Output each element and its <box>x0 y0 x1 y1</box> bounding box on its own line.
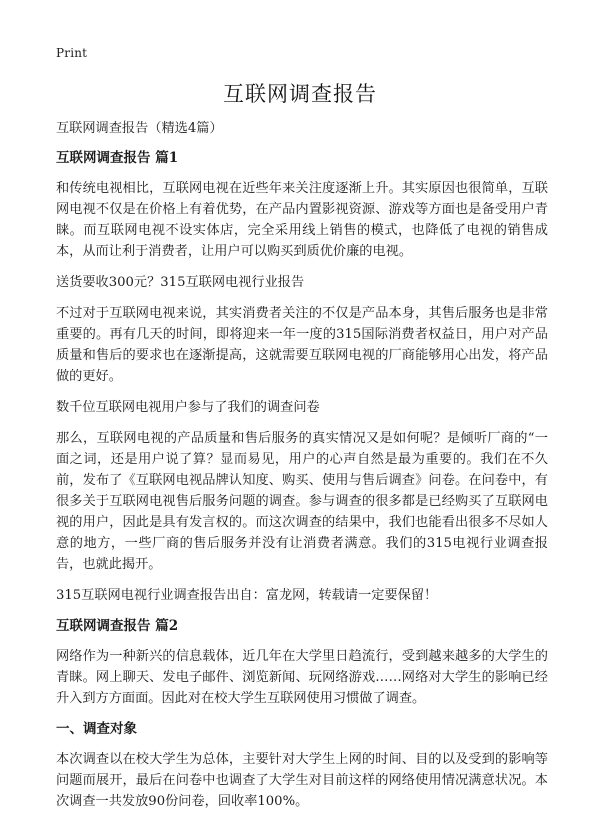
print-link[interactable]: Print <box>56 46 88 60</box>
section-heading-2: 互联网调查报告 篇2 <box>56 618 179 634</box>
paragraph: 不过对于互联网电视来说，其实消费者关注的不仅是产品本身，其售后服务也是非常重要的。再有几天的时间，即将迎来一年一度的315国际消费者权益日，用户对产品质量和售后的要求也在逐渐提高，这就需要互联网电视的厂商能够用心出发，将产品做的更好。 <box>56 306 548 384</box>
paragraph: 本次调查以在校大学生为总体，主要针对大学生上网的时间、目的以及受到的影响等问题而展开，最后在问卷中也调查了大学生对目前这样的网络使用情况满意状况。本次调查一共发放90份问卷，回收率100%。 <box>56 752 548 809</box>
section-heading-3: 一、调查对象 <box>56 721 137 737</box>
paragraph: 315互联网电视行业调查报告出自：富龙网，转载请一定要保留！ <box>56 588 438 603</box>
paragraph: 网络作为一种新兴的信息载体，近几年在大学里日趋流行，受到越来越多的大学生的青睐。网上聊天、发电子邮件、浏览新闻、玩网络游戏……网络对大学生的影响已经升入到方方面面。因此对在校大学生互联网使用习惯做了调查。 <box>56 649 548 706</box>
article-subtitle: 互联网调查报告（精选4篇） <box>56 121 223 136</box>
paragraph: 送货要收300元？315互联网电视行业报告 <box>56 275 305 290</box>
paragraph: 数千位互联网电视用户参与了我们的调查问卷 <box>56 400 320 415</box>
paragraph: 和传统电视相比，互联网电视在近些年来关注度逐渐上升。其实原因也很简单，互联网电视不仅是在价格上有着优势，在产品内置影视资源、游戏等方面也是备受用户青睐。而互联网电视不设实体店，完全采用线上销售的模式，也降低了电视的销售成本，从而让利于消费者，让用户可以购买到质优价廉的电视。 <box>56 181 548 259</box>
article-body <box>56 118 548 822</box>
page-title: 互联网调查报告 <box>223 82 377 106</box>
section-heading-1: 互联网调查报告 篇1 <box>56 150 179 166</box>
paragraph: 那么，互联网电视的产品质量和售后服务的真实情况又是如何呢？是倾听厂商的“一面之词，还是用户说了算？显而易见，用户的心声自然是最为重要的。我们在不久前，发布了《互联网电视品牌认知度、购买、使用与售后调查》问卷。在问卷中，有很多关于互联网电视售后服务问题的调查。参与调查的很多都是已经购买了互联网电视的用户，因此是具有发言权的。而这次调查的结果中，我们也能看出很多不尽如人意的地方，一些厂商的售后服务并没有让消费者满意。我们的315电视行业调查报告，也就此揭开。 <box>56 431 548 572</box>
